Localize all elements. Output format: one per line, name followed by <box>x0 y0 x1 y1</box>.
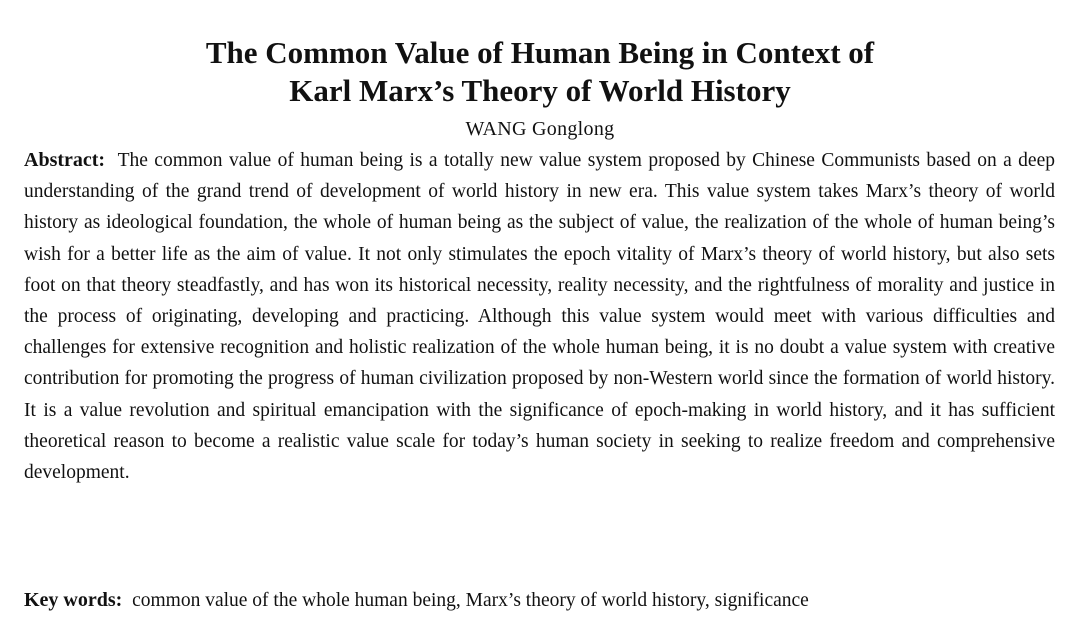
paper-title <box>0 34 1080 110</box>
abstract-paragraph <box>24 145 1055 488</box>
title-line-1: The Common Value of Human Being in Context of <box>205 35 875 70</box>
abstract-text: The common value of human being is a totally new value system proposed by Chinese Communists based on a deep understanding of the grand trend of development of world history in new era. This value system takes Marx’s theory of world history as ideological foundation, the whole of human being as the subject of value, the realization of the whole of human being’s wish for a better life as the aim of value. It not only stimulates the epoch vitality of Marx’s theory of world history, but also sets foot on that theory steadfastly, and has won its historical necessity, reality necessity, and the rightfulness of morality and justice in the process of originating, developing and practicing. Although this value system would meet with various difficulties and challenges for extensive recognition and holistic realization of the whole human being, it is no doubt a value system with creative contribution for promoting the progress of human civilization proposed by non-Western world since the formation of world history. It is a value revolution and spiritual emancipation with the significance of epoch-making in world history, and it has sufficient theoretical reason to become a realistic value scale for today’s human society in seeking to realize freedom and comprehensive development. <box>24 150 1055 484</box>
abstract-label: Abstract: <box>24 149 106 171</box>
author-name: WANG Gonglong <box>465 118 615 140</box>
keywords-line <box>24 586 1055 615</box>
title-line-2: Karl Marx’s Theory of World History <box>289 73 791 108</box>
keywords-label: Key words: <box>24 589 123 611</box>
keywords-text: common value of the whole human being, Marx’s theory of world history, significance <box>132 590 809 611</box>
